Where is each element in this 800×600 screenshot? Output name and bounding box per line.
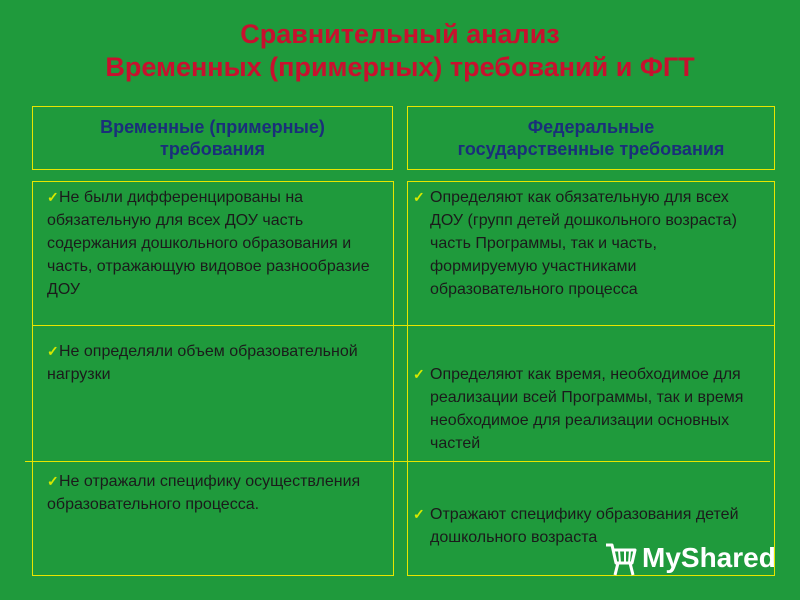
right-item-2-text: Определяют как время, необходимое для реализации всей Программы, так и время необходимое для реализации основных частей [430, 366, 744, 452]
right-header-line-2: государственные требования [457, 139, 725, 159]
left-item-1-text: Не были дифференцированы на обязательную для всех ДОУ часть содержания дошкольного образования и часть, отражающую видовое разнообразие ДОУ [47, 189, 370, 298]
left-item-1 [47, 186, 382, 301]
watermark-text: MyShared [642, 542, 776, 573]
shopping-cart-icon [604, 539, 638, 577]
right-header-line-1: Федеральные [527, 117, 655, 137]
right-item-1 [413, 186, 765, 301]
checkmark-icon: ✓ [47, 343, 59, 359]
left-header-line-2: требования [160, 139, 265, 159]
title-line-1: Сравнительный анализ [240, 19, 560, 49]
right-item-2 [413, 363, 765, 455]
right-item-3-text: Отражают специфику образования детей дошкольного возраста [430, 506, 739, 546]
left-column-header [32, 106, 393, 170]
checkmark-icon: ✓ [47, 473, 59, 489]
left-item-2-text: Не определяли объем образовательной нагрузки [47, 343, 358, 383]
left-item-3-text: Не отражали специфику осуществления образовательного процесса. [47, 473, 361, 513]
right-column-header [407, 106, 775, 170]
checkmark-icon: ✓ [47, 189, 59, 205]
myshared-watermark [604, 536, 780, 580]
slide-title [0, 18, 800, 84]
checkmark-icon: ✓ [413, 506, 425, 522]
row-divider-2 [25, 461, 770, 462]
checkmark-icon: ✓ [413, 366, 425, 382]
left-item-3 [47, 470, 382, 516]
left-item-2 [47, 340, 382, 386]
right-item-1-text: Определяют как обязательную для всех ДОУ (групп детей дошкольного возраста) часть Программы, так и часть, формируемую участниками образовательного процесса [430, 189, 737, 298]
left-header-line-1: Временные (примерные) [100, 117, 325, 137]
checkmark-icon: ✓ [413, 189, 425, 205]
row-divider-1 [32, 325, 775, 326]
title-line-2: Временных (примерных) требований и ФГТ [105, 52, 695, 82]
